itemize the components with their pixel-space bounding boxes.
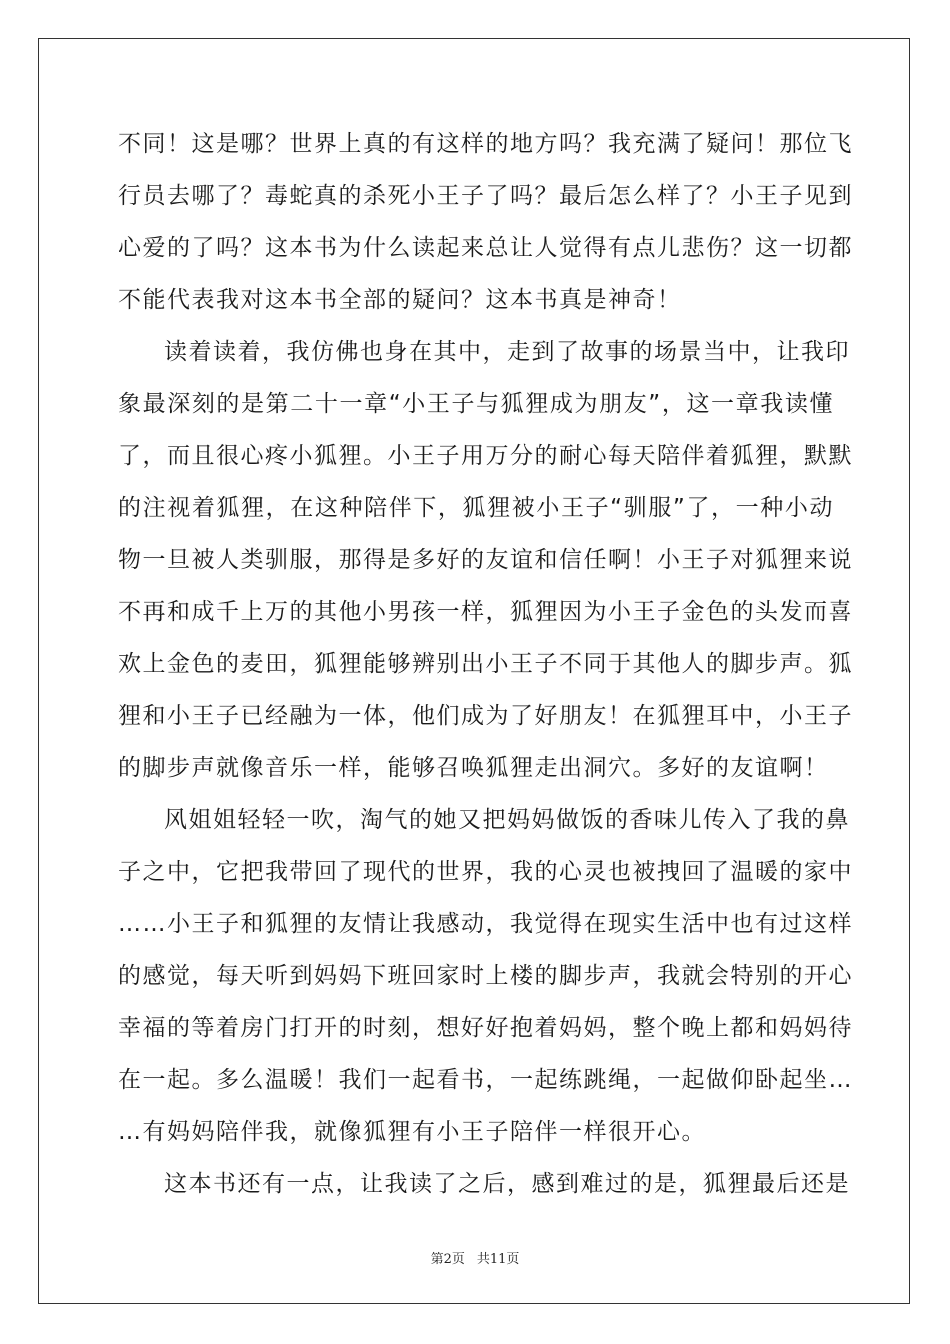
- text-line: 不能代表我对这本书全部的疑问？这本书真是神奇！: [118, 287, 682, 313]
- text-line: 风姐姐轻轻一吹，淘气的她又把妈妈做饭的香味儿传入了我的鼻: [164, 807, 850, 833]
- text-line: 了，而且很心疼小狐狸。小王子用万分的耐心每天陪伴着狐狸，默默: [118, 443, 853, 469]
- text-line: 不再和成千上万的其他小男孩一样，狐狸因为小王子金色的头发而喜: [118, 599, 853, 625]
- text-line: 的感觉，每天听到妈妈下班回家时上楼的脚步声，我就会特别的开心: [118, 963, 853, 989]
- text-line: 这本书还有一点，让我读了之后，感到难过的是，狐狸最后还是: [164, 1171, 850, 1197]
- text-line: 的注视着狐狸，在这种陪伴下，狐狸被小王子“驯服”了，一种小动: [118, 495, 834, 521]
- text-line: …有妈妈陪伴我，就像狐狸有小王子陪伴一样很开心。: [118, 1119, 706, 1145]
- text-line: 在一起。多么温暖！我们一起看书，一起练跳绳，一起做仰卧起坐…: [118, 1067, 853, 1093]
- text-line: 的脚步声就像音乐一样，能够召唤狐狸走出洞穴。多好的友谊啊！: [118, 755, 829, 781]
- text-line: 不同！这是哪？世界上真的有这样的地方吗？我充满了疑问！那位飞: [118, 131, 853, 157]
- text-line: 象最深刻的是第二十一章“小王子与狐狸成为朋友”，这一章我读懂: [118, 391, 834, 417]
- text-line: ……小王子和狐狸的友情让我感动，我觉得在现实生活中也有过这样: [118, 911, 853, 937]
- text-line: 物一旦被人类驯服，那得是多好的友谊和信任啊！小王子对狐狸来说: [118, 547, 853, 573]
- text-line: 狸和小王子已经融为一体，他们成为了好朋友！在狐狸耳中，小王子: [118, 703, 853, 729]
- text-line: 心爱的了吗？这本书为什么读起来总让人觉得有点儿悲伤？这一切都: [118, 235, 853, 261]
- page-number: 第2页: [430, 1252, 465, 1267]
- page-footer: [0, 1248, 950, 1267]
- total-pages: 共11页: [476, 1252, 520, 1267]
- document-body: [118, 122, 853, 1214]
- text-line: 行员去哪了？毒蛇真的杀死小王子了吗？最后怎么样了？小王子见到: [118, 183, 853, 209]
- text-line: 子之中，它把我带回了现代的世界，我的心灵也被拽回了温暖的家中: [118, 859, 853, 885]
- text-line: 幸福的等着房门打开的时刻，想好好抱着妈妈，整个晚上都和妈妈待: [118, 1015, 853, 1041]
- text-line: 读着读着，我仿佛也身在其中，走到了故事的场景当中，让我印: [164, 339, 850, 365]
- text-line: 欢上金色的麦田，狐狸能够辨别出小王子不同于其他人的脚步声。狐: [118, 651, 853, 677]
